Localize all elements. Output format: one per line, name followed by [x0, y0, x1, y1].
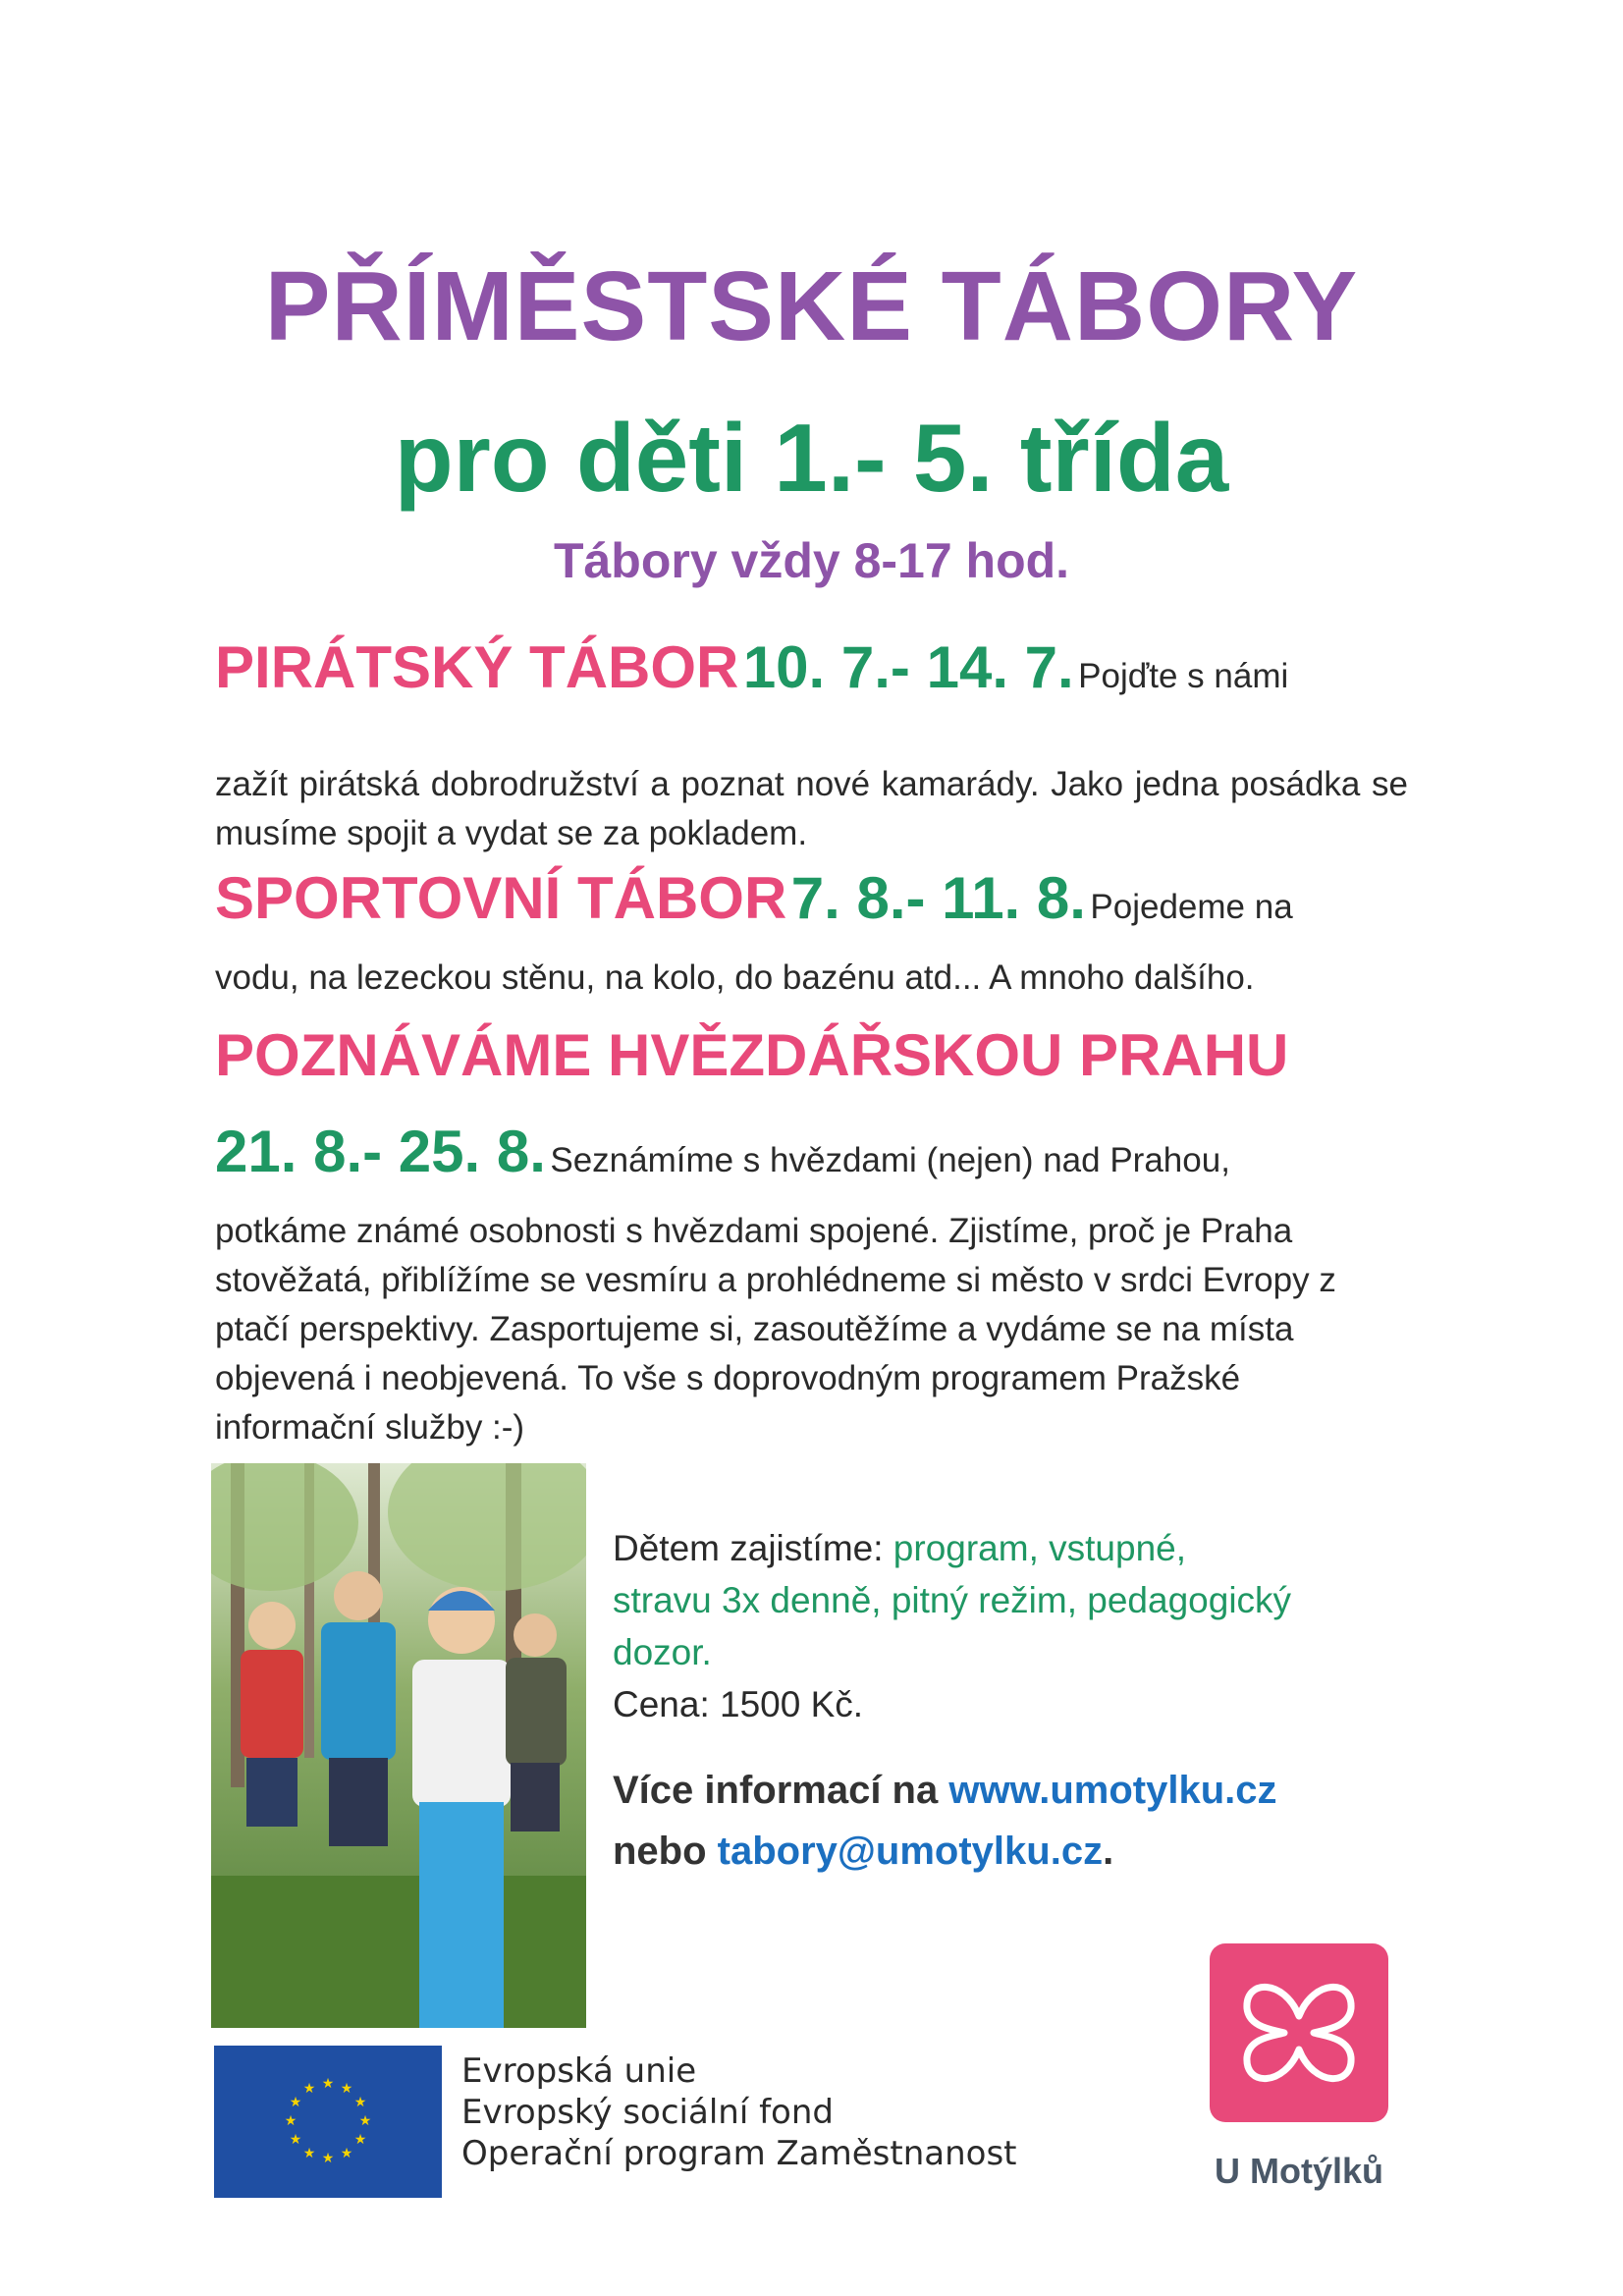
- eu-line: Evropská unie: [461, 2051, 697, 2091]
- svg-text:★: ★: [353, 2132, 367, 2148]
- camp-astronomy: [215, 1016, 1408, 1452]
- camp-sport: [215, 859, 1408, 1003]
- eu-line: Operační program Zaměstnanost: [461, 2134, 1017, 2173]
- eu-flag: [214, 2046, 442, 2198]
- svg-text:★: ★: [289, 2132, 302, 2148]
- email-link[interactable]: tabory@umotylku.cz: [717, 1830, 1104, 1873]
- camp-name: SPORTOVNÍ TÁBOR: [215, 865, 787, 931]
- svg-text:★: ★: [289, 2095, 302, 2110]
- more-info-label: Více informací na: [613, 1769, 939, 1812]
- svg-text:★: ★: [353, 2095, 367, 2110]
- camp-name: POZNÁVÁME HVĚZDÁŘSKOU PRAHU: [215, 1022, 1289, 1088]
- website-link[interactable]: www.umotylku.cz: [948, 1769, 1277, 1812]
- camp-dates: 7. 8.- 11. 8.: [790, 865, 1086, 931]
- camp-dates: 10. 7.- 14. 7.: [742, 634, 1074, 700]
- children-photo: [211, 1463, 586, 2028]
- eu-flag-icon: [214, 2046, 442, 2198]
- svg-text:★: ★: [340, 2081, 353, 2097]
- photo-illustration: [211, 1463, 586, 2028]
- camp-description: potkáme známé osobnosti s hvězdami spojené. Zjistíme, proč je Praha stověžatá, přiblížíme se vesmíru a prohlédneme si město v srdci Evropy z ptačí perspektivy. Zasportujeme si, zasoutěžíme a vydáme se na místa objevená i neobjevená. To vše s doprovodným programem Pražské informační služby :-): [215, 1212, 1336, 1447]
- camp-description: zažít pirátská dobrodružství a poznat nové kamarády. Jako jedna posádka se musíme spojit a vydat se za pokladem.: [215, 765, 1408, 852]
- price: Cena: 1500 Kč.: [613, 1684, 864, 1724]
- eu-text: [461, 2050, 1017, 2174]
- camp-dates: 21. 8.- 25. 8.: [215, 1119, 546, 1184]
- svg-text:★: ★: [321, 2076, 335, 2092]
- provide-items: program, vstupné,: [893, 1528, 1187, 1568]
- camp-pirate: [215, 629, 1408, 858]
- info-section: [613, 1522, 1398, 1882]
- u-motylku-logo: [1206, 1940, 1392, 2126]
- camp-intro: Pojďte s námi: [1078, 657, 1289, 695]
- page-title: PŘÍMĚSTSKÉ TÁBORY: [264, 251, 1359, 361]
- svg-text:★: ★: [284, 2113, 298, 2129]
- email-suffix: .: [1103, 1830, 1114, 1873]
- camp-name: PIRÁTSKÝ TÁBOR: [215, 634, 739, 700]
- butterfly-logo-icon: [1206, 1940, 1392, 2126]
- svg-text:★: ★: [358, 2113, 372, 2129]
- page-subtitle: pro děti 1.- 5. třída: [394, 404, 1229, 512]
- provide-items: dozor.: [613, 1632, 712, 1672]
- provide-items: stravu 3x denně, pitný režim, pedagogický: [613, 1580, 1292, 1620]
- camp-intro: Pojedeme na: [1090, 888, 1293, 926]
- camp-intro: Seznámíme s hvězdami (nejen) nad Prahou,: [550, 1141, 1230, 1179]
- svg-text:★: ★: [340, 2146, 353, 2161]
- camp-description: vodu, na lezeckou stěnu, na kolo, do bazénu atd... A mnoho dalšího.: [215, 958, 1255, 997]
- eu-line: Evropský sociální fond: [461, 2093, 834, 2132]
- camp-hours: Tábory vždy 8-17 hod.: [553, 533, 1070, 588]
- or-label: nebo: [613, 1830, 707, 1873]
- svg-text:★: ★: [321, 2151, 335, 2166]
- provide-label: Dětem zajistíme:: [613, 1528, 884, 1568]
- svg-text:★: ★: [302, 2081, 316, 2097]
- logo-name: U Motýlků: [1214, 2151, 1383, 2191]
- svg-text:★: ★: [302, 2146, 316, 2161]
